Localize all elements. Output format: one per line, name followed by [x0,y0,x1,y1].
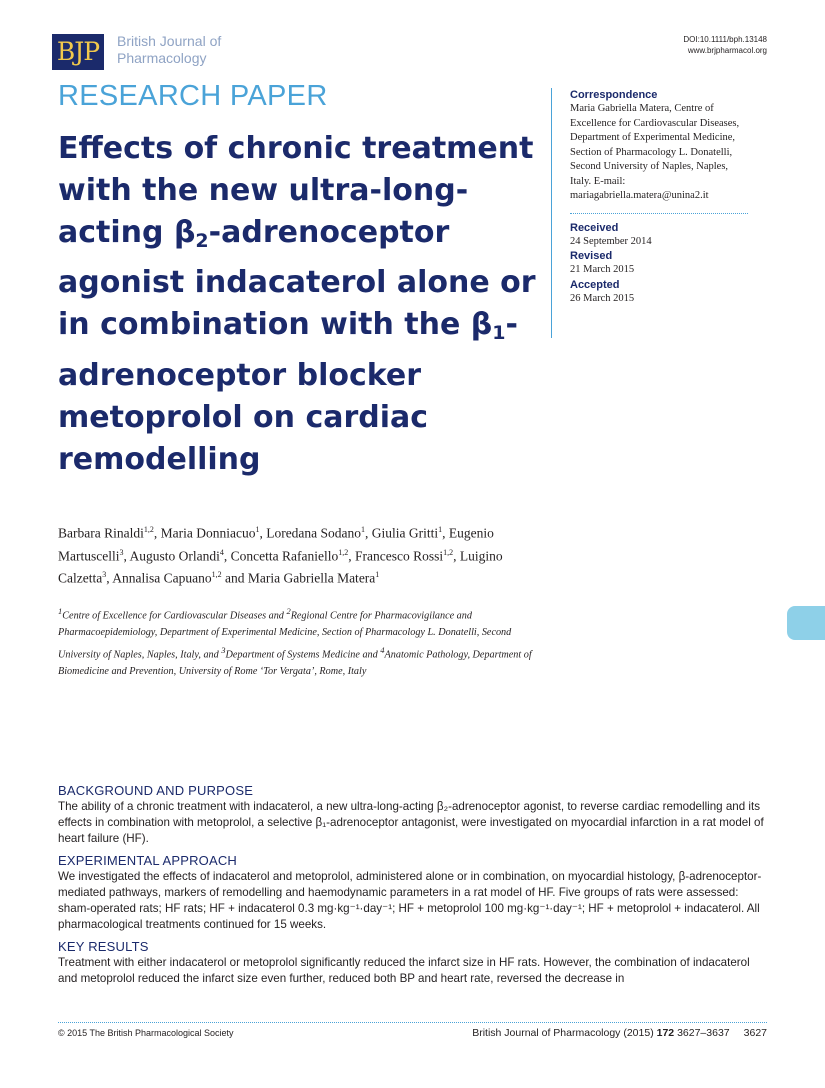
title-part-2: -adrenoceptor agonist indacaterol alone or in combination with the [58,214,536,343]
author-separator: and [221,570,248,586]
citation [472,1027,767,1039]
experimental-text: We investigated the effects of indacaterol and metoprolol, administered alone or in combination, on myocardial histology, β-adrenoceptor-mediated pathways, markers of remodelling and haemodynamic parameters in a rat model of HF. Five groups of rats were assessed: sham-operated rats; HF rats; HF + indacaterol 0.3 mg·kg⁻¹·day⁻¹; HF + metoprolol 100 mg·kg⁻¹·day⁻¹; HF + metoprolol + indacaterol. All pharmacological treatments continued for 15 weeks. [58,870,762,931]
author-affiliation-mark: 1 [438,525,443,534]
author-name: Maria Gabriella Matera [247,570,376,586]
journal-url[interactable]: www.brjpharmacol.org [687,46,767,55]
author-name: Concetta Rafaniello [230,548,339,563]
author-affiliation-mark: 1 [361,525,366,534]
author-separator: , [123,548,130,563]
citation-journal: British Journal of Pharmacology (2015) [472,1027,654,1039]
accepted-date: 26 March 2015 [570,292,635,304]
revised-date: 21 March 2015 [570,264,635,275]
section-label: RESEARCH PAPER [58,80,328,112]
abstract [58,783,770,993]
received-date: 24 September 2014 [570,235,652,247]
article-sidebar [551,88,751,338]
author-affiliation-mark: 4 [219,547,224,557]
author-separator: , [153,525,161,541]
author-separator: , [348,548,355,563]
author-affiliation-mark: 1,2 [443,547,454,557]
beta-symbol: β [470,307,493,343]
subscript-1: 1 [492,322,506,345]
correspondence-text: Maria Gabriella Matera, Centre of Excellence for Cardiovascular Diseases, Department of Experimental Medicine, Section of Pharmacology L. Donatelli, Second University of Naples, Naples, Italy. E-mail: mariagabriella.matera@unina2.it [570,103,740,201]
author-affiliation-mark: 1,2 [211,570,222,579]
affiliations [58,603,543,680]
journal-name: British Journal of Pharmacology [117,33,222,66]
subscript-2: 2 [195,229,209,252]
received-heading: Received [570,221,619,234]
affil-text-2: Regional Centre for Pharmacovigilance and Pharmacoepidemiology, Department of Experimental Medicine, Section of Pharmacology L. Donatelli, Second University of Naples, Naples, Italy, and [58,610,512,660]
key-results-text: Treatment with either indacaterol or metoprolol significantly reduced the infarct size in HF rats. However, the combination of indacaterol and metoprolol reduced the infarct size even further, reduced both BP and heart rate, reversed the decrease in [58,956,750,985]
background-heading: BACKGROUND AND PURPOSE [58,783,254,798]
background-text: The ability of a chronic treatment with indacaterol, a new ultra-long-acting β₂-adrenoceptor agonist, to reverse cardiac remodelling and its effects in combination with metoprolol, a selective β₁-adrenoceptor antagonist, were investigated on myocardial infarction in a rat model of heart failure (HF). [58,800,764,845]
affil-mark-2: 2 [286,606,291,616]
affil-text-4: Anatomic Pathology, Department of Biomedicine and Prevention, University of Rome ‘Tor Vergata’, Rome, Italy [58,648,532,678]
author-name: Augusto Orlandi [129,548,220,563]
author-separator: , [365,525,372,541]
affil-text-1: Centre of Excellence for Cardiovascular Diseases and [62,610,287,622]
affil-mark-3: 3 [221,644,226,655]
accepted-heading: Accepted [570,278,620,291]
author-separator: , [223,548,231,563]
author-affiliation-mark: 1 [375,570,380,579]
key-results-heading: KEY RESULTS [58,939,149,954]
author-name: Loredana Sodano [266,525,362,541]
author-name: Luigino Calzetta [58,548,503,586]
author-separator: , [442,525,449,541]
author-separator: , [453,548,460,563]
affil-mark-4: 4 [380,644,385,655]
correspondence-heading: Correspondence [570,89,658,101]
author-name: Maria Donniacuo [160,525,256,541]
author-name: Francesco Rossi [354,548,444,563]
author-affiliation-mark: 1 [255,525,260,534]
title-part-1: Effects of chronic treatment with the new ultra-long-acting [58,131,534,250]
page-edge-tab [787,606,825,640]
affil-mark-1: 1 [58,606,63,616]
doi[interactable]: DOI:10.1111/bph.13148 [683,35,767,44]
author-affiliation-mark: 3 [102,570,107,579]
doi-block [683,34,767,56]
author-separator: , [259,525,267,541]
journal-logo: BJP [52,34,104,70]
author-name: Eugenio Martuscelli [58,525,494,563]
author-affiliation-mark: 3 [119,547,124,557]
sidebar-divider [570,213,748,214]
experimental-heading: EXPERIMENTAL APPROACH [58,853,238,868]
footer-divider [58,1022,767,1023]
author-list [58,520,538,588]
page-number: 3627 [743,1027,767,1039]
citation-pages: 3627–3637 [677,1027,730,1039]
affil-text-3: Department of Systems Medicine and [225,648,381,660]
author-name: Annalisa Capuano [112,570,212,586]
revised-heading: Revised [570,250,613,262]
author-name: Giulia Gritti [371,525,439,541]
author-separator: , [106,570,113,586]
copyright: © 2015 The British Pharmacological Society [58,1028,234,1038]
paper-title [58,128,538,480]
author-name: Barbara Rinaldi [58,525,144,541]
beta-symbol: β [173,214,196,250]
author-affiliation-mark: 1,2 [338,547,349,557]
author-affiliation-mark: 1,2 [143,525,154,534]
title-part-3: -adrenoceptor blocker metoprolol on cardiac remodelling [58,307,518,477]
citation-volume: 172 [656,1027,675,1039]
